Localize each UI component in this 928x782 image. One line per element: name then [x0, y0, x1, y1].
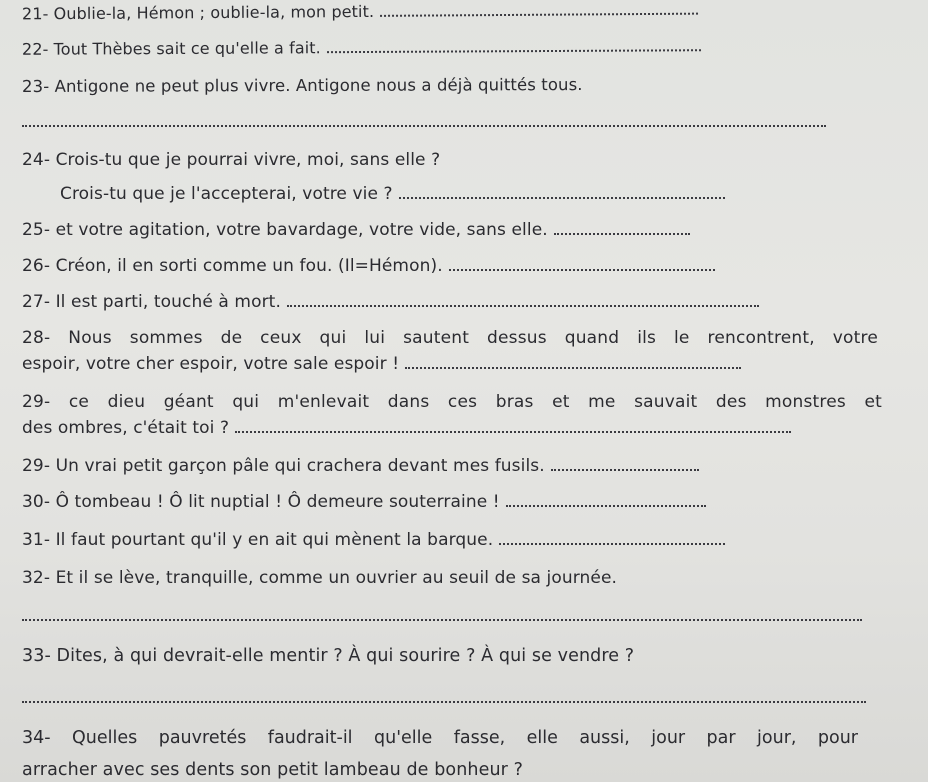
answer-blank-23[interactable] [22, 124, 826, 127]
line-24b [60, 184, 725, 204]
line-31 [22, 530, 725, 550]
answer-blank-29a[interactable] [235, 430, 791, 433]
answer-blank-31[interactable] [499, 542, 725, 545]
answer-blank-21[interactable] [380, 12, 698, 17]
line-34b [22, 760, 523, 780]
line-28a [22, 328, 878, 348]
line-29a [22, 392, 882, 412]
line-24a-text: 24- Crois-tu que je pourrai vivre, moi, sans elle ? [22, 150, 441, 170]
answer-blank-28[interactable] [405, 366, 741, 369]
line-26 [22, 256, 715, 276]
line-23 [22, 75, 583, 96]
answer-blank-22[interactable] [327, 48, 701, 53]
line-24a [22, 150, 440, 170]
line-28b [22, 354, 741, 374]
line-29a-text: 29- ce dieu géant qui m'enlevait dans ces bras et me sauvait des monstres et [22, 392, 882, 412]
answer-blank-27[interactable] [287, 304, 759, 307]
line-32 [22, 568, 617, 588]
line-22-text: 22- Tout Thèbes sait ce qu'elle a fait. [21, 38, 321, 59]
line-29b-text: des ombres, c'était toi ? [22, 418, 230, 438]
line-29b [22, 418, 791, 438]
line-27 [22, 292, 759, 312]
line-27-text: 27- Il est parti, touché à mort. [22, 292, 281, 312]
line-33 [22, 646, 634, 666]
line-26-text: 26- Créon, il en sorti comme un fou. (Il=Hémon). [22, 256, 443, 276]
answer-blank-30[interactable] [506, 504, 706, 507]
answer-blank-24[interactable] [399, 196, 725, 199]
line-28a-text: 28- Nous sommes de ceux qui lui sautent dessus quand ils le rencontrent, votre [22, 328, 878, 348]
line-21-text: 21- Oublie-la, Hémon ; oublie-la, mon petit. [21, 1, 375, 24]
line-22 [22, 36, 701, 59]
line-33-text: 33- Dites, à qui devrait-elle mentir ? À qui sourire ? À qui se vendre ? [22, 646, 635, 666]
answer-blank-25[interactable] [554, 232, 690, 235]
line-25 [22, 220, 690, 240]
line-30-text: 30- Ô tombeau ! Ô lit nuptial ! Ô demeure souterraine ! [22, 492, 500, 512]
line-25-text: 25- et votre agitation, votre bavardage, votre vide, sans elle. [22, 220, 548, 240]
answer-blank-32[interactable] [22, 618, 862, 621]
line-34b-text: arracher avec ses dents son petit lambeau de bonheur ? [22, 760, 523, 780]
line-32-text: 32- Et il se lève, tranquille, comme un ouvrier au seuil de sa journée. [22, 568, 618, 588]
line-34a-text: 34- Quelles pauvretés faudrait-il qu'elle fasse, elle aussi, jour par jour, pour [22, 728, 858, 748]
line-24b-text: Crois-tu que je l'accepterai, votre vie ? [60, 184, 393, 204]
line-29c [22, 456, 699, 476]
line-30 [22, 492, 706, 512]
line-31-text: 31- Il faut pourtant qu'il y en ait qui mènent la barque. [22, 530, 494, 550]
line-34a [22, 728, 858, 748]
line-28b-text: espoir, votre cher espoir, votre sale espoir ! [22, 354, 400, 374]
line-29c-text: 29- Un vrai petit garçon pâle qui crachera devant mes fusils. [22, 456, 545, 476]
answer-blank-29b[interactable] [551, 468, 699, 471]
line-23-text: 23- Antigone ne peut plus vivre. Antigone nous a déjà quittés tous. [21, 75, 583, 96]
answer-blank-26[interactable] [449, 268, 715, 271]
answer-blank-33[interactable] [22, 700, 866, 703]
line-21 [22, 0, 698, 23]
